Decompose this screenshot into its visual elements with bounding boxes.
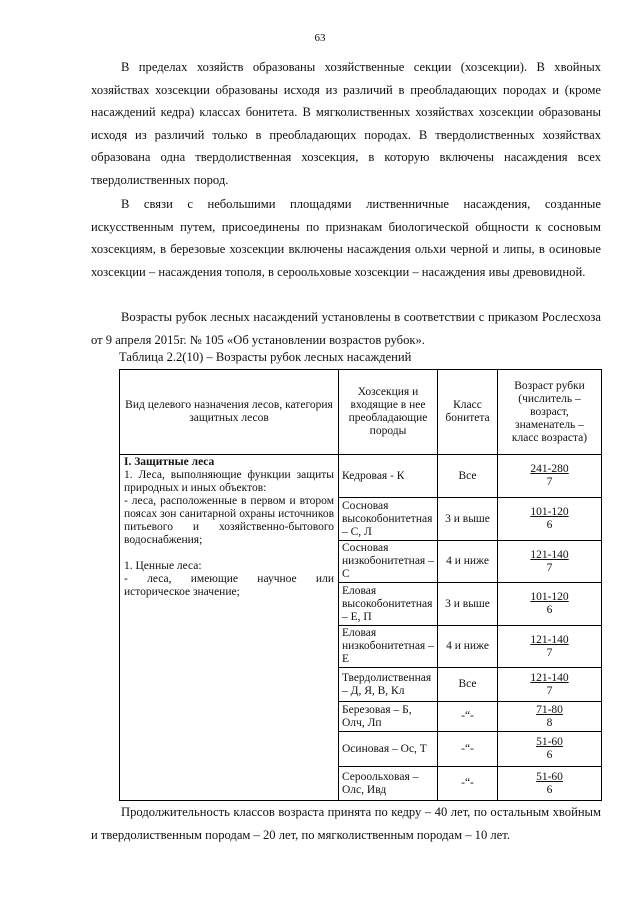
paragraph-listvennichnye: В связи с небольшими площадями лиственничные насаждения, созданные искусственным путем, присоединены по признакам биологической общности к сосновым хозсекциям, в березовые хозсекции включены насаждения ольхи черной и липы, в осиновые хозсекции – насаждения тополя, в сероольховые хозсекции – насаждения ивы древовидной. [91,197,601,279]
section-cell: Сероольховая – Олс, Ивд [339,767,438,801]
section-cell: Сосновая высокобонитетная – С, Л [339,498,438,541]
section-cell: Сосновая низкобонитетная – С [339,541,438,583]
header-class: Класс бонитета [438,370,498,455]
section-cell: Кедровая - К [339,455,438,498]
class-cell: -“- [438,702,498,732]
table-caption: Таблица 2.2(10) – Возрасты рубок лесных насаждений [119,350,412,364]
age-class-value: 7 [546,561,553,574]
paragraph-hozsekcii: В пределах хозяйств образованы хозяйственные секции (хозсекции). В хвойных хозяйствах хозсекции образованы исходя из различий в преобладающих породах и (кроме насаждений кедра) классах бонитета. В мягколиственных хозяйствах хозсекции образованы исходя из различий только в преобладающих породах. В твердолиственных хозяйствах образована одна твердолиственная хозсекция, в которую включены насаждения всех твердолиственных пород. [91,60,601,187]
paragraph-prodolzhitelnost: Продолжительность классов возраста принята по кедру – 40 лет, по остальным хвойным и твердолиственным породам – 20 лет, по мягколиственным породам – 10 лет. [91,805,601,842]
age-cell [498,541,602,583]
category-item-2: 1. Ценные леса: [124,560,202,572]
age-class-value: 7 [546,684,553,697]
age-value: 121-140 [530,633,569,646]
class-cell: Все [438,455,498,498]
section-cell: Твердолиственная – Д, Я, В, Кл [339,668,438,702]
header-category: Вид целевого назначения лесов, категория защитных лесов [120,370,339,455]
age-class-value: 7 [546,646,553,659]
class-cell: 4 и ниже [438,541,498,583]
age-class-value: 7 [546,476,553,488]
age-value: 101-120 [530,591,569,603]
age-value: 101-120 [530,506,569,518]
class-cell: 4 и ниже [438,626,498,668]
age-value: 121-140 [530,671,569,684]
age-value: 121-140 [530,548,569,561]
age-cell [498,583,602,626]
section-cell: Еловая высокобонитетная – Е, П [339,583,438,626]
category-item-1: 1. Леса, выполняющие функции защиты природных и иных объектов: [124,469,334,494]
table-header-row [120,370,602,455]
age-cell [498,702,602,732]
category-item-2-sub: - леса, имеющие научное или историческое значение; [124,573,334,598]
class-cell: -“- [438,732,498,767]
age-class-value: 8 [546,716,553,729]
age-cell [498,767,602,801]
age-cell [498,626,602,668]
class-cell: 3 и выше [438,583,498,626]
paragraph-vozrasty-rubok: Возрасты рубок лесных насаждений установлены в соответствии с приказом Рослесхоза от 9 апреля 2015г. № 105 «Об установлении возрастов рубок». [91,310,601,347]
class-cell: 3 и выше [438,498,498,541]
class-cell: Все [438,668,498,702]
age-cell [498,732,602,767]
section-cell: Еловая низкобонитетная – Е [339,626,438,668]
age-cell [498,668,602,702]
section-cell: Осиновая – Ос, Т [339,732,438,767]
age-cell [498,455,602,498]
age-value: 51-60 [536,736,563,748]
category-item-1-sub: - леса, расположенные в первом и втором поясах зон санитарной охраны источников питьевого и хозяйственно-бытового водоснабжения; [124,495,334,546]
table-row [120,455,602,498]
age-value: 241-280 [530,463,569,475]
age-cell [498,498,602,541]
age-class-value: 6 [546,604,553,616]
category-spacer [124,547,334,560]
cutting-age-table [119,369,602,801]
header-age: Возраст рубки (числитель – возраст, знаменатель – класс возраста) [498,370,602,455]
age-value: 71-80 [536,703,563,716]
class-cell: -“- [438,767,498,801]
category-cell [120,455,339,801]
age-value: 51-60 [536,770,563,783]
age-class-value: 6 [546,519,553,531]
age-class-value: 6 [546,783,553,796]
category-title: I. Защитные леса [124,456,215,468]
age-class-value: 6 [546,749,553,761]
section-cell: Березовая – Б, Олч, Лп [339,702,438,732]
page-number: 63 [314,32,326,44]
header-section: Хозсекция и входящие в нее преобладающие породы [339,370,438,455]
